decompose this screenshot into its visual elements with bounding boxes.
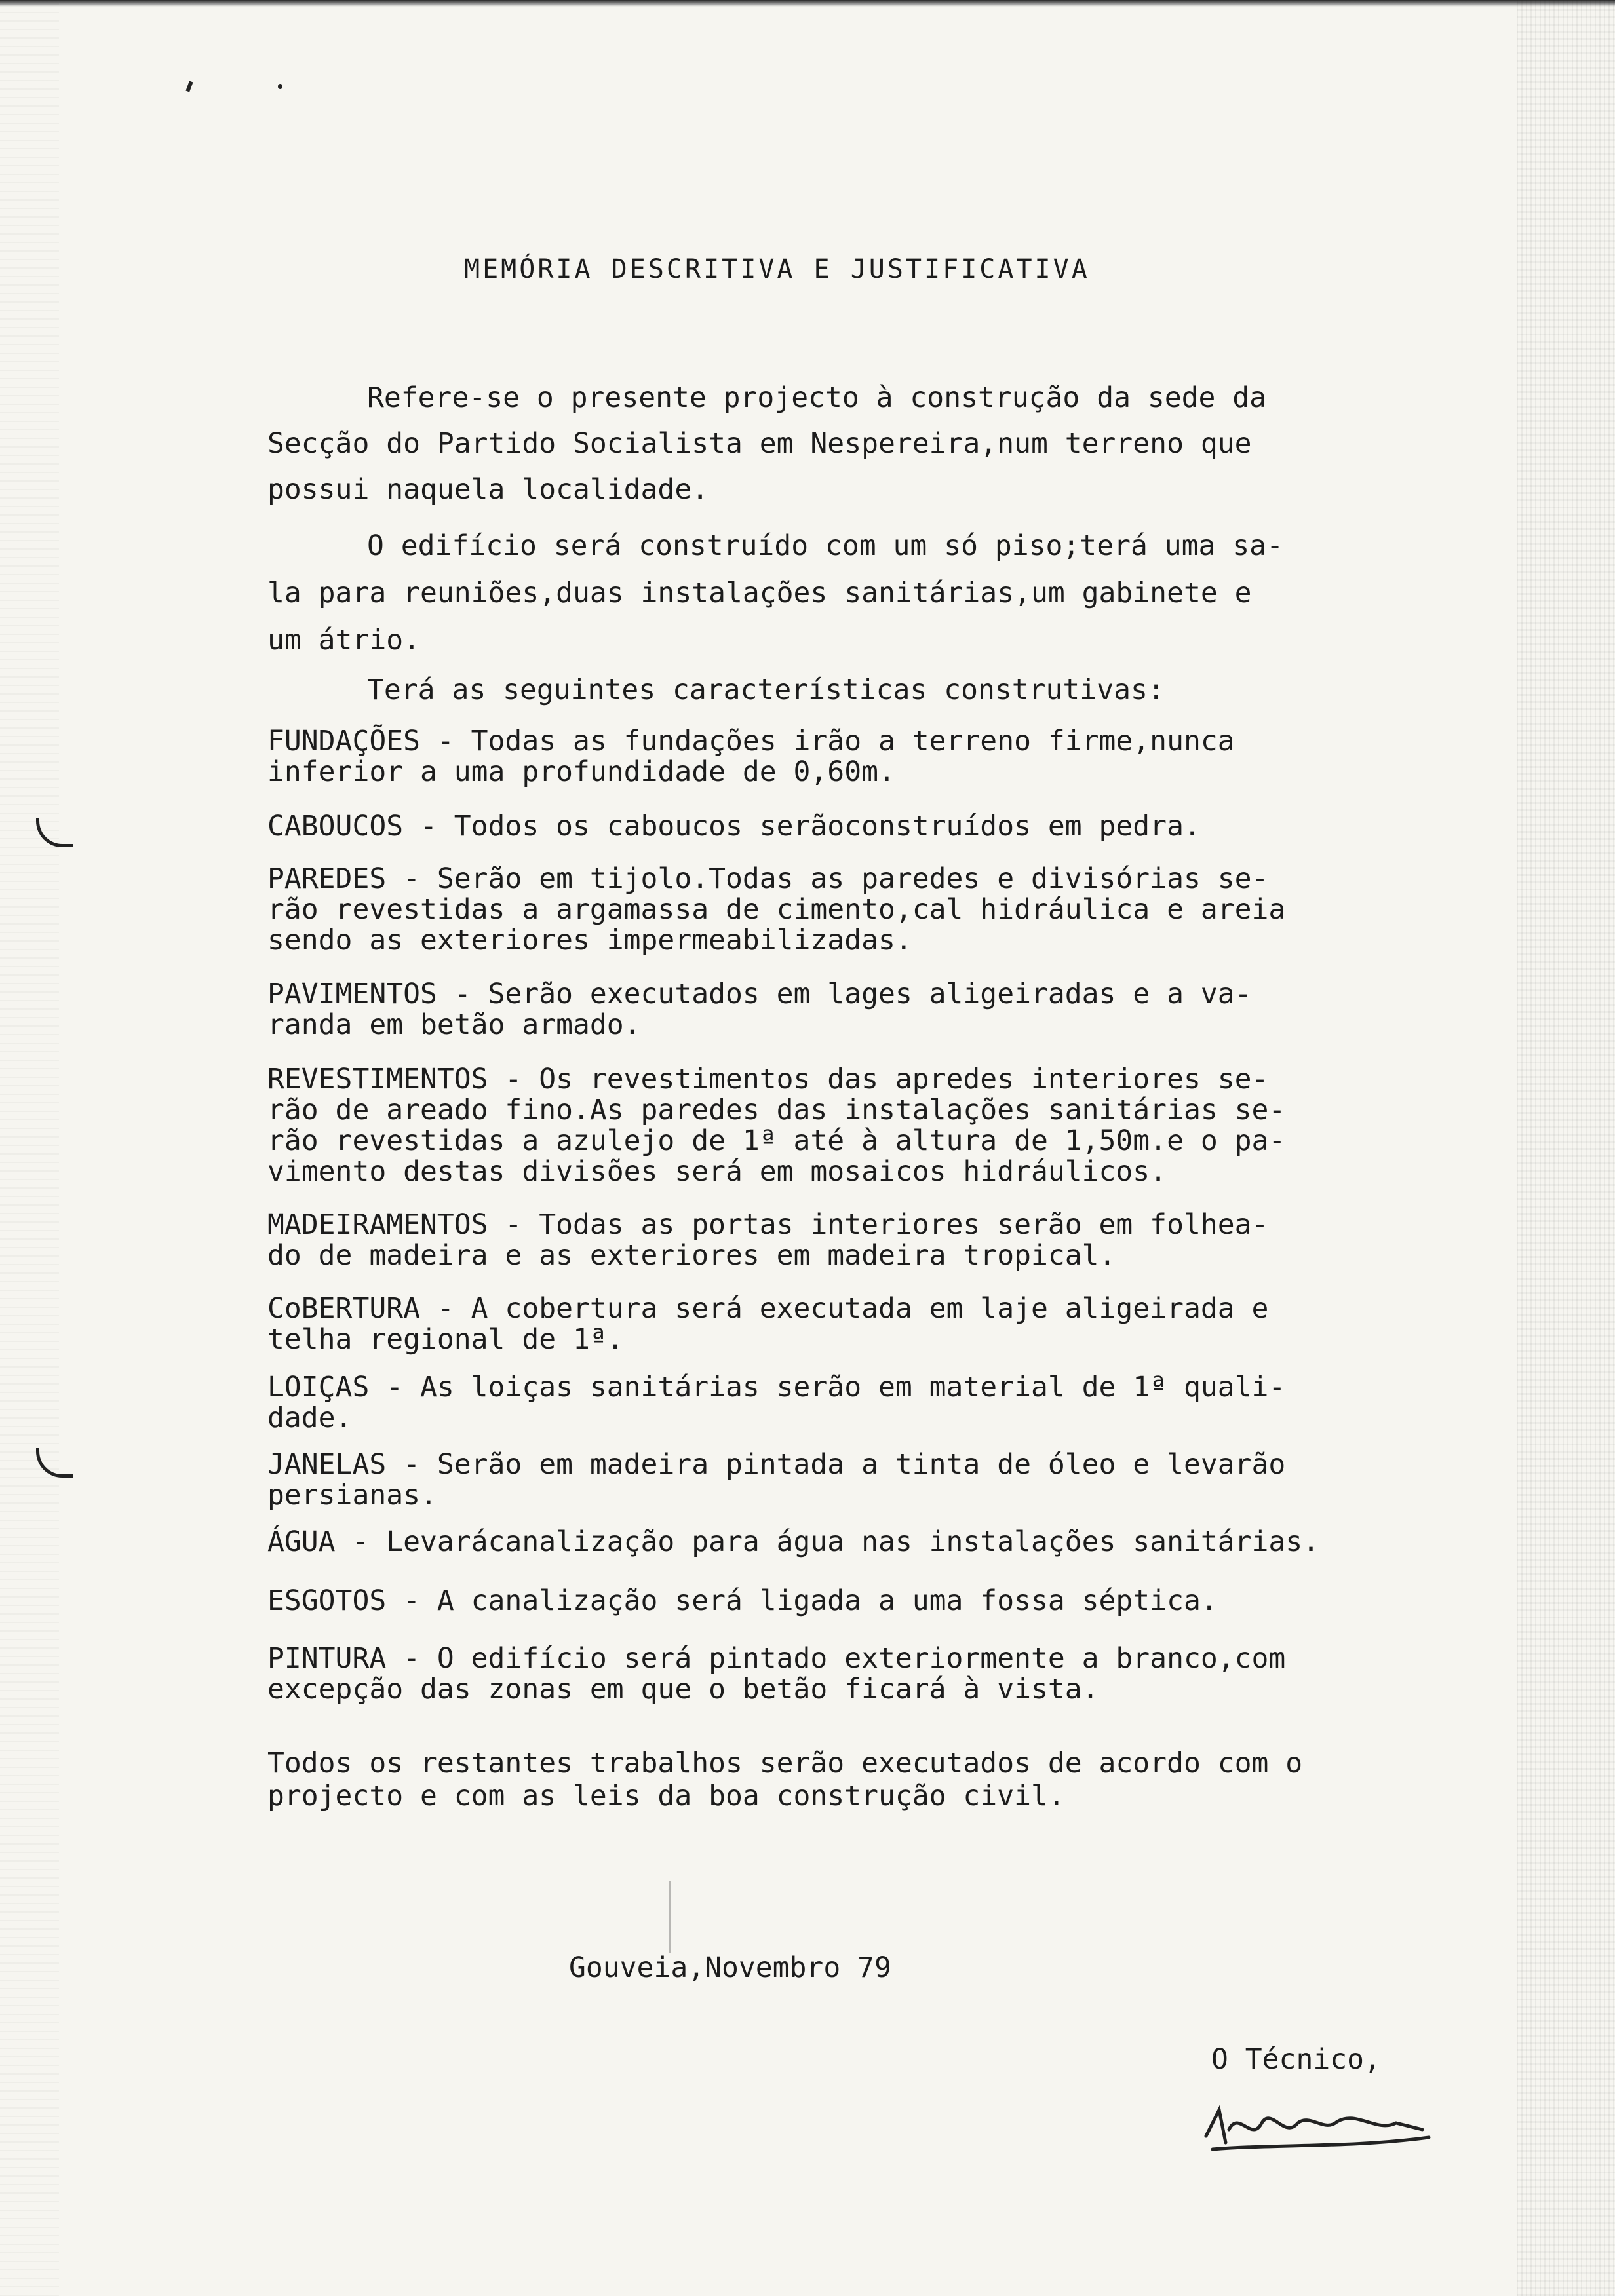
intro-line: O edifício será construído com um só piso;terá uma sa- <box>367 529 1283 562</box>
spec-line-fundações: FUNDAÇÕES - Todas as fundações irão a terreno firme,nunca <box>267 725 1235 757</box>
place-date: Gouveia,Novembro 79 <box>569 1951 891 1984</box>
scan-left-edge <box>0 0 59 2296</box>
intro-line: Refere-se o presente projecto à construção da sede da <box>367 381 1267 414</box>
spec-line-esgotos: ESGOTOS - A canalização será ligada a uma fossa séptica. <box>267 1584 1218 1617</box>
intro-line: Secção do Partido Socialista em Nespereira,num terreno que <box>267 427 1252 460</box>
scan-mark <box>185 81 193 92</box>
spec-line-revestimentos: REVESTIMENTOS - Os revestimentos das apredes interiores se- <box>267 1063 1269 1096</box>
intro-line: la para reuniões,duas instalações sanitárias,um gabinete e <box>267 577 1252 609</box>
scan-right-edge <box>1517 0 1615 2296</box>
fold-mark <box>669 1881 671 1953</box>
spec-line-revestimentos: rão revestidas a azulejo de 1ª até à altura de 1,50m.e o pa- <box>267 1124 1286 1157</box>
spec-line-madeiramentos: do de madeira e as exteriores em madeira tropical. <box>267 1239 1116 1272</box>
signature-image <box>1199 2097 1442 2156</box>
document-title: MEMÓRIA DESCRITIVA E JUSTIFICATIVA <box>464 254 1090 284</box>
closing-line: Todos os restantes trabalhos serão executados de acordo com o <box>267 1747 1303 1780</box>
intro-line: Terá as seguintes características construtivas: <box>367 674 1165 706</box>
closing-line: projecto e com as leis da boa construção civil. <box>267 1780 1065 1812</box>
spec-line-pavimentos: PAVIMENTOS - Serão executados em lages aligeiradas e a va- <box>267 978 1252 1010</box>
spec-line-água: ÁGUA - Levarácanalização para água nas instalações sanitárias. <box>267 1525 1320 1558</box>
spec-line-janelas: persianas. <box>267 1479 437 1512</box>
signoff: O Técnico, <box>1211 2043 1381 2076</box>
intro-line: possui naquela localidade. <box>267 473 709 506</box>
intro-line: um átrio. <box>267 624 420 657</box>
scan-mark <box>278 84 282 89</box>
spec-line-fundações: inferior a uma profundidade de 0,60m. <box>267 756 895 788</box>
spec-line-pavimentos: randa em betão armado. <box>267 1008 641 1041</box>
spec-line-pintura: excepção das zonas em que o betão ficará à vista. <box>267 1673 1099 1706</box>
spec-line-paredes: rão revestidas a argamassa de cimento,cal hidráulica e areia <box>267 893 1286 926</box>
spec-line-madeiramentos: MADEIRAMENTOS - Todas as portas interiores serão em folhea- <box>267 1208 1269 1241</box>
spec-line-pintura: PINTURA - O edifício será pintado exteriormente a branco,com <box>267 1642 1286 1675</box>
spec-line-cobertura: CoBERTURA - A cobertura será executada em laje aligeirada e <box>267 1292 1269 1325</box>
spec-line-loiças: LOIÇAS - As loiças sanitárias serão em material de 1ª quali- <box>267 1371 1286 1404</box>
spec-line-revestimentos: rão de areado fino.As paredes das instalações sanitárias se- <box>267 1094 1286 1126</box>
spec-line-cobertura: telha regional de 1ª. <box>267 1323 624 1356</box>
spec-line-paredes: sendo as exteriores impermeabilizadas. <box>267 924 912 957</box>
spec-line-loiças: dade. <box>267 1402 353 1434</box>
spec-line-janelas: JANELAS - Serão em madeira pintada a tinta de óleo e levarão <box>267 1448 1286 1481</box>
scan-top-edge <box>0 0 1615 7</box>
spec-line-paredes: PAREDES - Serão em tijolo.Todas as paredes e divisórias se- <box>267 862 1269 895</box>
spec-line-revestimentos: vimento destas divisões será em mosaicos hidráulicos. <box>267 1155 1167 1188</box>
spec-line-caboucos: CABOUCOS - Todos os caboucos serãoconstruídos em pedra. <box>267 810 1201 843</box>
